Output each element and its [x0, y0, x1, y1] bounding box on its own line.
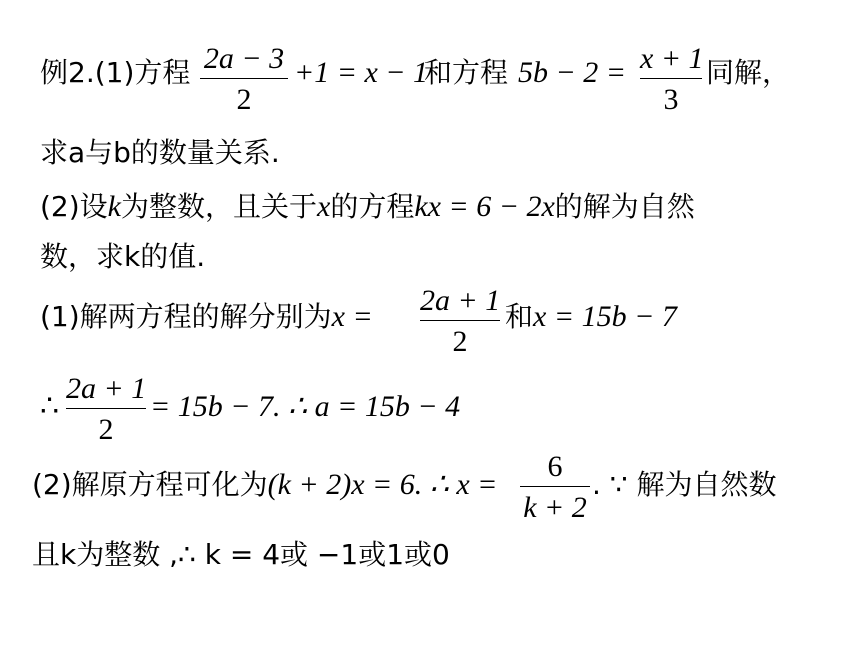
solution-line2: [40, 392, 59, 422]
solution-line3: [32, 470, 497, 500]
solution3-suffix: . ∵ 解为自然数: [592, 468, 777, 501]
problem-suffix-line: [706, 58, 790, 88]
fraction-numerator: 6: [547, 450, 563, 483]
problem-connector-line: [424, 58, 508, 88]
solution-line1: [40, 302, 373, 332]
fraction-bar: [66, 408, 146, 409]
therefore-symbol: ∴: [40, 390, 60, 423]
fraction-denominator: 3: [663, 83, 679, 116]
solution-line1-tail: [505, 302, 677, 332]
problem-suffix: 同解，: [706, 56, 791, 89]
fraction-numerator: 2a − 3: [203, 42, 285, 75]
problem-part1-line1: [40, 58, 190, 88]
part2-equation: kx = 6 − 2x: [414, 190, 555, 223]
part2-var-k: k: [107, 190, 121, 223]
problem-eq1-rest: [294, 58, 428, 88]
fraction-bar: [520, 486, 590, 487]
part2-ask-k: 数，求k的值.: [40, 240, 206, 273]
solution3-prefix: (2)解原方程可化为: [32, 468, 268, 501]
fraction-numerator: 2a + 1: [420, 284, 501, 317]
fraction-numerator: x + 1: [640, 42, 704, 75]
equation-2-left: 5b − 2 =: [518, 56, 626, 89]
solution1-eq2: x = 15b − 7: [533, 300, 677, 333]
fraction-6-over-k-plus-2: [520, 452, 590, 523]
part2-text-c: 的方程: [330, 190, 415, 223]
problem-ask-relation: 求a与b的数量关系.: [40, 136, 280, 169]
fraction-2a-plus-1-over-2: [420, 286, 500, 357]
fraction-2a-minus-3-over-2: [200, 44, 288, 115]
problem-part2-line1: [40, 192, 695, 222]
solution3-equation: (k + 2)x = 6. ∴ x =: [267, 468, 498, 501]
fraction-denominator: 2: [98, 413, 114, 446]
fraction-denominator: 2: [236, 83, 252, 116]
fraction-bar: [640, 78, 702, 79]
solution4-final: 且k为整数 ,∴ k = 4或 −1或1或0: [32, 538, 450, 571]
solution2-result: = 15b − 7. ∴ a = 15b − 4: [150, 390, 461, 423]
fraction-denominator: 2: [452, 325, 468, 358]
problem-part1-line2: [40, 138, 280, 168]
solution1-and: 和: [505, 300, 534, 333]
solution-line3-tail: [592, 470, 777, 500]
part2-text-b: 为整数，且关于: [121, 190, 318, 223]
connector-text: 和方程: [424, 56, 509, 89]
fraction-x-plus-1-over-3: [640, 44, 702, 115]
solution-line4: [32, 540, 450, 570]
problem-part2-line2: [40, 242, 205, 272]
part2-text-a: (2)设: [40, 190, 108, 223]
part2-var-x: x: [317, 190, 331, 223]
solution1-x-equals: x =: [331, 300, 373, 333]
solution1-prefix: (1)解两方程的解分别为: [40, 300, 332, 333]
fraction-numerator: 2a + 1: [66, 372, 147, 405]
part2-text-d: 的解为自然: [554, 190, 695, 223]
solution-line2-tail: [150, 392, 460, 422]
fraction-bar: [420, 320, 500, 321]
fraction-bar: [200, 78, 288, 79]
problem-prefix: 例2.(1)方程: [40, 56, 191, 89]
fraction-2a-plus-1-over-2-b: [66, 374, 146, 445]
problem-eq2-left: [518, 58, 626, 88]
fraction-denominator: k + 2: [523, 491, 587, 524]
equation-1-rest: +1 = x − 1: [294, 56, 429, 89]
